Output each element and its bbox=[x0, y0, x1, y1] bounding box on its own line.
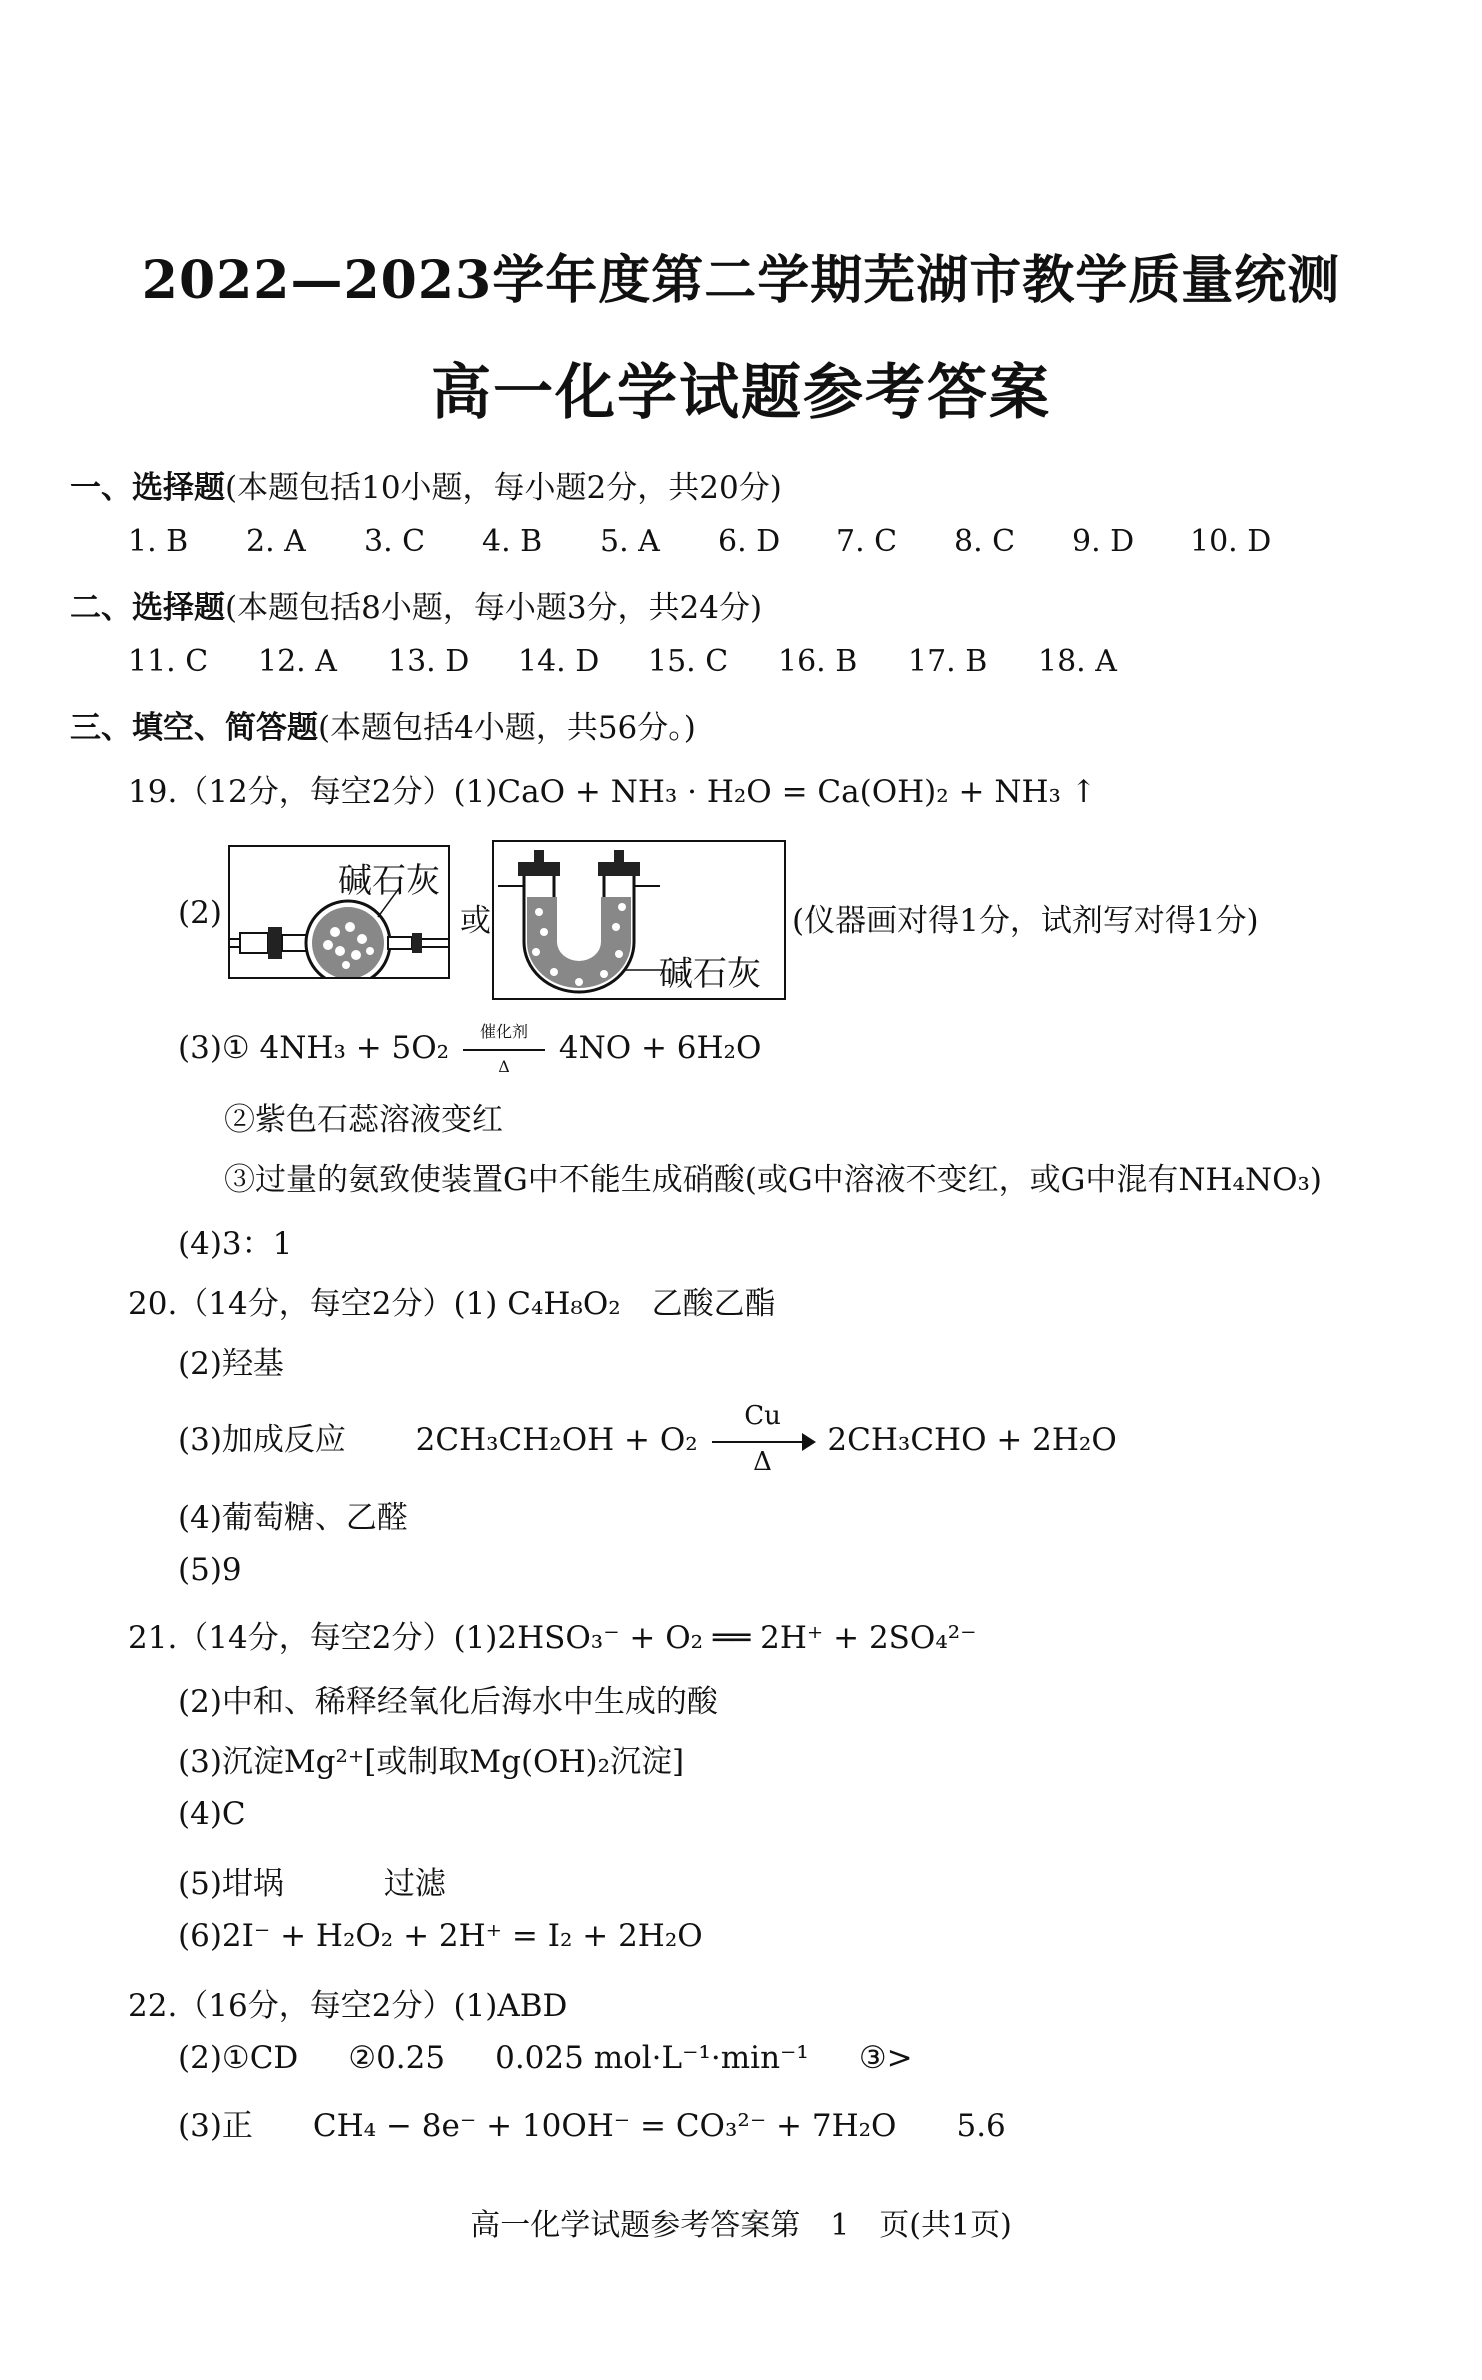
q19-part4: (4)3：1 bbox=[178, 1226, 293, 1262]
section-1-heading: 一、选择题(本题包括10小题，每小题2分，共20分) bbox=[70, 470, 782, 506]
answer-item: 18. A bbox=[1038, 644, 1117, 679]
answer-item: 15. C bbox=[648, 644, 729, 679]
q22-part2: (2)①CD ②0.25 0.025 mol·L⁻¹·min⁻¹ ③> bbox=[178, 2040, 913, 2076]
answer-item: 6. D bbox=[718, 524, 781, 559]
q20-part2: (2)羟基 bbox=[178, 1346, 284, 1382]
answer-item: 4. B bbox=[482, 524, 543, 559]
q19-part3-eq: (3)① 4NH₃ + 5O₂ 催化剂 Δ 4NO + 6H₂O bbox=[178, 1021, 762, 1076]
q21-part4: (4)C bbox=[178, 1796, 246, 1832]
answer-item: 1. B bbox=[128, 524, 189, 559]
q21-part5: (5)坩埚 过滤 bbox=[178, 1866, 446, 1902]
q22-part3: (3)正 CH₄ − 8e⁻ + 10OH⁻ = CO₃²⁻ + 7H₂O 5.6 bbox=[178, 2108, 1006, 2144]
section-2-answers bbox=[128, 644, 1168, 679]
answer-item: 5. A bbox=[600, 524, 660, 559]
answer-item: 7. C bbox=[836, 524, 898, 559]
answer-item: 16. B bbox=[778, 644, 858, 679]
q20-line-1: 20.（14分，每空2分）(1) C₄H₈O₂ 乙酸乙酯 bbox=[128, 1286, 776, 1322]
answer-item: 11. C bbox=[128, 644, 209, 679]
section-1-answers bbox=[128, 524, 1308, 559]
q19-part2-label: (2) bbox=[178, 895, 222, 931]
q21-line-1: 21.（14分，每空2分）(1)2HSO₃⁻ + O₂ ══ 2H⁺ + 2SO₄²⁻ bbox=[128, 1620, 977, 1656]
reagent-label: 碱石灰 bbox=[659, 954, 761, 994]
q19-part3-3: ③过量的氨致使装置G中不能生成硝酸(或G中溶液不变红，或G中混有NH₄NO₃) bbox=[224, 1162, 1323, 1198]
page-footer: 高一化学试题参考答案第 1 页(共1页) bbox=[470, 2208, 1012, 2243]
q21-part6: (6)2I⁻ + H₂O₂ + 2H⁺ = I₂ + 2H₂O bbox=[178, 1918, 703, 1954]
answer-item: 2. A bbox=[246, 524, 306, 559]
answer-item: 9. D bbox=[1072, 524, 1135, 559]
u-tube-figure bbox=[492, 840, 786, 1000]
q20-part4: (4)葡萄糖、乙醛 bbox=[178, 1500, 408, 1536]
answer-item: 8. C bbox=[954, 524, 1016, 559]
reagent-label: 碱石灰 bbox=[338, 861, 440, 901]
answer-item: 12. A bbox=[258, 644, 337, 679]
catalyst-arrow: 催化剂 Δ bbox=[459, 1035, 549, 1065]
answer-item: 17. B bbox=[908, 644, 988, 679]
copper-catalyst-arrow: $\frac{Cu}{\Delta}$ bbox=[708, 1427, 818, 1457]
q19-line-1: 19.（12分，每空2分）(1)CaO + NH₃ · H₂O = Ca(OH)₂ + NH₃ ↑ bbox=[128, 774, 1097, 810]
q19-part3-2: ②紫色石蕊溶液变红 bbox=[224, 1102, 503, 1138]
answer-item: 3. C bbox=[364, 524, 426, 559]
q20-part5: (5)9 bbox=[178, 1552, 242, 1588]
document-subtitle: 高一化学试题参考答案 bbox=[431, 358, 1051, 428]
answer-item: 14. D bbox=[518, 644, 600, 679]
or-text: 或 bbox=[460, 903, 491, 939]
document-title: 2022—2023学年度第二学期芜湖市教学质量统测 bbox=[141, 250, 1341, 311]
drying-tube-figure bbox=[228, 845, 450, 979]
q20-part3: (3)加成反应 2CH₃CH₂OH + O₂ $\frac{Cu}{\Delta}$ 2CH₃CHO + 2H₂O bbox=[178, 1400, 1117, 1477]
q21-part3: (3)沉淀Mg²⁺[或制取Mg(OH)₂沉淀] bbox=[178, 1744, 685, 1780]
answer-item: 10. D bbox=[1190, 524, 1272, 559]
section-2-heading: 二、选择题(本题包括8小题，每小题3分，共24分) bbox=[70, 590, 763, 626]
answer-item: 13. D bbox=[388, 644, 470, 679]
q19-part2-note: (仪器画对得1分，试剂写对得1分) bbox=[792, 903, 1259, 939]
section-3-heading: 三、填空、简答题(本题包括4小题，共56分。) bbox=[70, 710, 696, 746]
q21-part2: (2)中和、稀释经氧化后海水中生成的酸 bbox=[178, 1684, 718, 1720]
q22-line-1: 22.（16分，每空2分）(1)ABD bbox=[128, 1988, 568, 2024]
